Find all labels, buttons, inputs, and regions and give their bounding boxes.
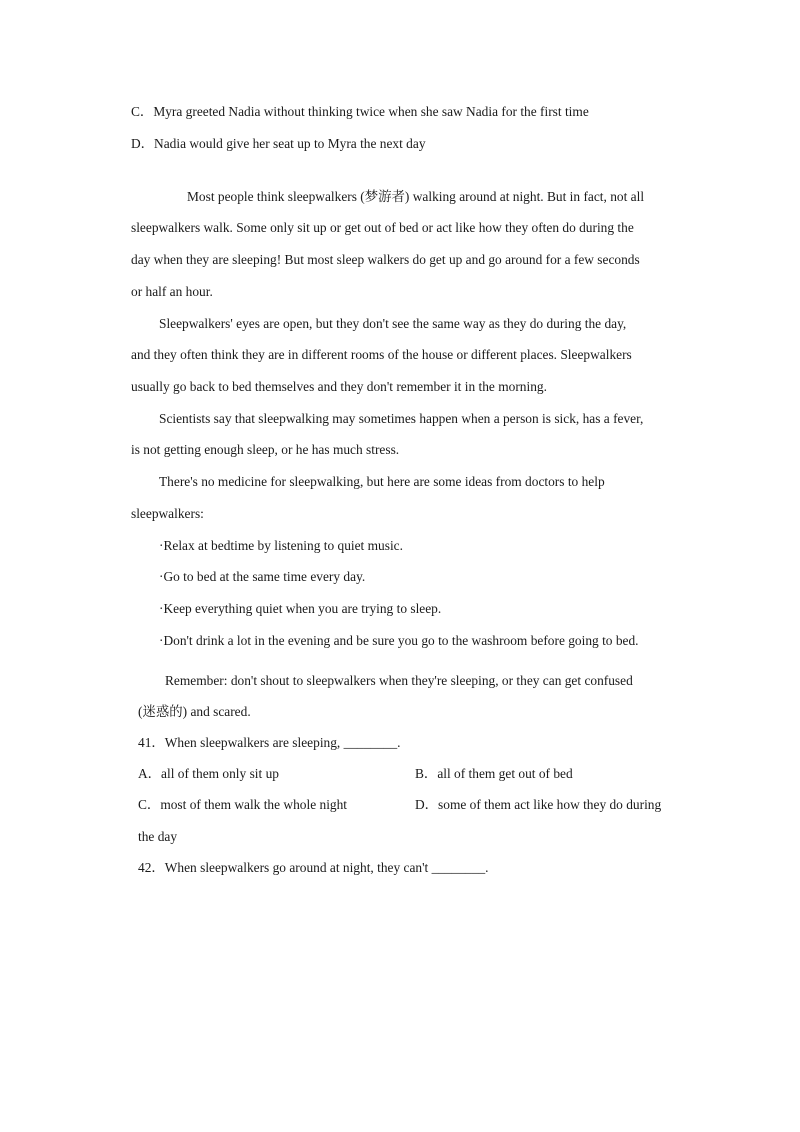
question-41-option-d: D．some of them act like how they do during [415, 797, 662, 812]
question-41-option-c: C．most of them walk the whole night [138, 797, 348, 812]
question-41-option-b: B．all of them get out of bed [415, 766, 573, 781]
passage-p1-line: Most people think sleepwalkers (梦游者) walking around at night. But in fact, not all [187, 189, 645, 204]
remember-note-line: Remember: don't shout to sleepwalkers when they're sleeping, or they can get confused [165, 673, 633, 688]
passage-p1-line: or half an hour. [131, 284, 213, 299]
tip-item: ·Go to bed at the same time every day. [159, 569, 366, 584]
passage-p1-line: sleepwalkers walk. Some only sit up or get out of bed or act like how they often do during the [131, 220, 634, 235]
passage-p3-line: Scientists say that sleepwalking may sometimes happen when a person is sick, has a fever, [159, 411, 644, 426]
question-42-stem: 42．When sleepwalkers go around at night, they can't ________. [138, 860, 489, 875]
tip-item: ·Don't drink a lot in the evening and be sure you go to the washroom before going to bed. [159, 633, 639, 648]
prev-option-d: D．Nadia would give her seat up to Myra the next day [131, 136, 426, 151]
question-41-option-d-continued: the day [138, 829, 178, 844]
tip-item: ·Relax at bedtime by listening to quiet music. [159, 538, 403, 553]
tip-item: ·Keep everything quiet when you are trying to sleep. [159, 601, 442, 616]
passage-p4-line: There's no medicine for sleepwalking, but here are some ideas from doctors to help [159, 474, 605, 489]
passage-p3-line: is not getting enough sleep, or he has much stress. [131, 442, 400, 457]
question-41-stem: 41．When sleepwalkers are sleeping, ________. [138, 735, 401, 750]
prev-option-c: C．Myra greeted Nadia without thinking twice when she saw Nadia for the first time [131, 104, 589, 119]
question-41-option-a: A．all of them only sit up [138, 766, 279, 781]
passage-p4-line: sleepwalkers: [131, 506, 204, 521]
passage-p1-line: day when they are sleeping! But most sleep walkers do get up and go around for a few seconds [131, 252, 640, 267]
passage-p2-line: usually go back to bed themselves and they don't remember it in the morning. [131, 379, 547, 394]
remember-note-line: (迷惑的) and scared. [138, 704, 251, 719]
passage-p2-line: Sleepwalkers' eyes are open, but they don't see the same way as they do during the day, [159, 316, 627, 331]
passage-p2-line: and they often think they are in different rooms of the house or different places. Sleepwalkers [131, 347, 632, 362]
